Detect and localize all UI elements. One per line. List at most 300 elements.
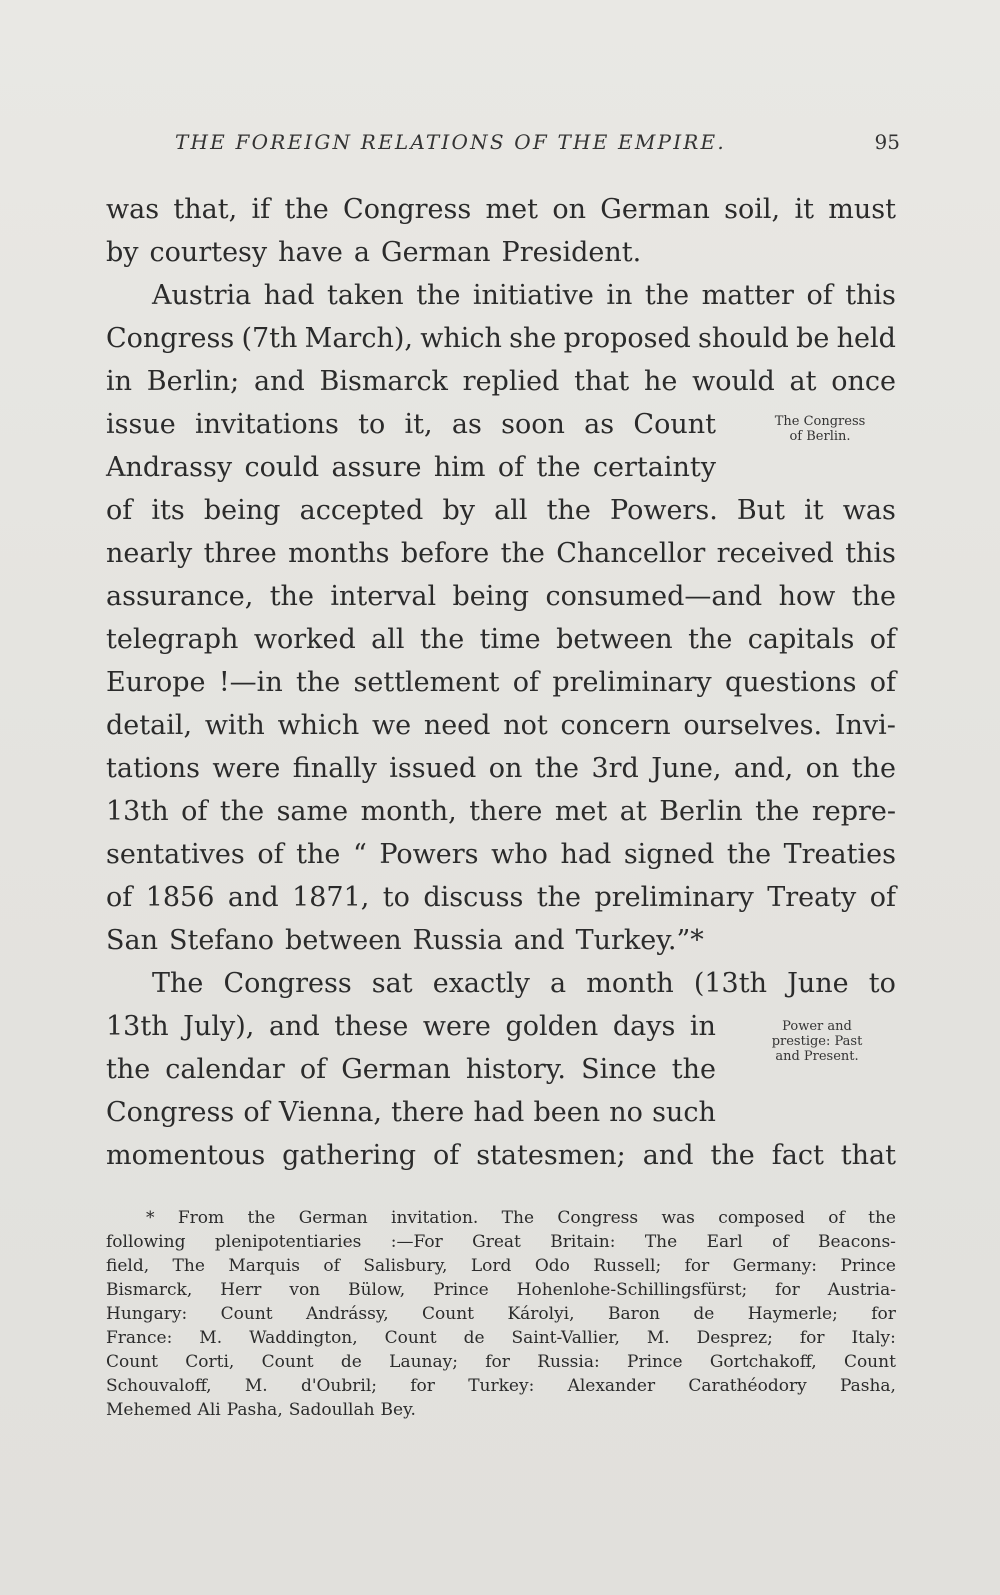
word: and (227, 882, 279, 913)
word: Powers. (610, 495, 718, 526)
text-line (106, 1005, 716, 1048)
word: had (263, 280, 315, 311)
word: and, (733, 753, 794, 784)
word: consumed—and (545, 581, 763, 612)
word: Desprez; (696, 1328, 773, 1348)
text-line (106, 188, 896, 231)
word: being (452, 581, 530, 612)
word: the (416, 280, 461, 311)
word: Gortchakoff, (709, 1352, 817, 1372)
word: at (789, 366, 817, 397)
sidenote-line: prestige: Past (771, 1034, 863, 1049)
word: President. (501, 237, 642, 268)
word: the (296, 839, 341, 870)
word: Saint-Vallier, (511, 1328, 620, 1348)
word: the (688, 624, 733, 655)
word: its (151, 495, 185, 526)
sidenote-power-and-prestige (742, 1019, 892, 1064)
word: Britain: (550, 1232, 616, 1252)
word: repre- (811, 796, 896, 827)
word: accepted (299, 495, 424, 526)
word: * (146, 1208, 155, 1228)
word: Bismarck, (106, 1280, 193, 1300)
sidenote-line: Power and (782, 1019, 852, 1034)
word: this (845, 538, 896, 569)
word: had (560, 839, 612, 870)
word: he (644, 366, 678, 397)
text-line (106, 489, 896, 532)
word: settlement (353, 667, 500, 698)
word: how (778, 581, 836, 612)
word: tations (106, 753, 200, 784)
word: Prince (627, 1352, 683, 1372)
word: preliminary (552, 667, 712, 698)
word: and (513, 925, 565, 956)
word: Congress (106, 1097, 235, 1128)
word: German (600, 194, 710, 225)
word: fact (771, 1140, 824, 1171)
word: courtesy (149, 237, 268, 268)
word: of (257, 839, 284, 870)
word: von (289, 1280, 321, 1300)
word: of (869, 882, 896, 913)
word: plenipotentiaries (214, 1232, 362, 1252)
word: that (840, 1140, 896, 1171)
word: before (400, 538, 490, 569)
word: Hohenlohe-Schillingsfürst; (516, 1280, 748, 1300)
word: him (433, 452, 486, 483)
word: June, (651, 753, 722, 784)
word: replied (462, 366, 560, 397)
word: invitations (195, 409, 339, 440)
word: soon (501, 409, 565, 440)
word: sentatives (106, 839, 245, 870)
footnote-line (106, 1326, 896, 1350)
word: Pasha, (839, 1376, 896, 1396)
word: the (296, 667, 341, 698)
word: of (869, 667, 896, 698)
word: be (796, 323, 830, 354)
word: Earl (706, 1232, 743, 1252)
word: 13th (106, 796, 169, 827)
footnote-line (106, 1398, 896, 1422)
sidenote-congress-of-berlin (755, 414, 885, 444)
word: month, (360, 796, 457, 827)
word: Congress (223, 968, 352, 999)
running-head (175, 130, 900, 160)
word: the (546, 495, 591, 526)
word: all (371, 624, 405, 655)
word: Russia: (537, 1352, 600, 1372)
word: France: (106, 1328, 173, 1348)
word: Italy: (851, 1328, 896, 1348)
word: (7th (241, 323, 298, 354)
text-line (106, 274, 896, 317)
word: on (805, 753, 840, 784)
text-line (106, 317, 896, 360)
word: signed (623, 839, 715, 870)
word: three (203, 538, 277, 569)
word: Congress (106, 323, 235, 354)
word: it (804, 495, 824, 526)
word: month (586, 968, 674, 999)
word: !—in (218, 667, 283, 698)
text-line (106, 1091, 716, 1134)
word: of (828, 1208, 845, 1228)
word: she (509, 323, 557, 354)
word: exactly (432, 968, 530, 999)
word: this (845, 280, 896, 311)
word: worked (253, 624, 356, 655)
word: sat (371, 968, 413, 999)
word: being (203, 495, 281, 526)
word: which (277, 710, 360, 741)
word: Chancellor (556, 538, 706, 569)
word: Bey. (380, 1400, 416, 1420)
word: same (276, 796, 349, 827)
word: between (285, 925, 402, 956)
word: Marquis (228, 1256, 300, 1276)
word: Corti, (185, 1352, 235, 1372)
word: calendar (165, 1054, 285, 1085)
word: de (693, 1304, 715, 1324)
word: Haymerle; (747, 1304, 838, 1324)
word: composed (718, 1208, 805, 1228)
word: who (491, 839, 548, 870)
word: as (451, 409, 482, 440)
word: if (251, 194, 271, 225)
word: Austria- (827, 1280, 896, 1300)
word: Beacons- (818, 1232, 896, 1252)
word: and (642, 1140, 694, 1171)
text-line (106, 790, 896, 833)
word: once (831, 366, 896, 397)
word: of (106, 882, 133, 913)
word: was (661, 1208, 695, 1228)
word: of (497, 452, 525, 483)
word: German (298, 1208, 368, 1228)
word: Carathéodory (688, 1376, 807, 1396)
footnote-line (106, 1350, 896, 1374)
text-line (106, 532, 896, 575)
text-line (106, 403, 716, 446)
word: for (485, 1352, 510, 1372)
word: golden (505, 1011, 599, 1042)
word: of (512, 667, 540, 698)
word: time (479, 624, 541, 655)
word: “ (352, 839, 367, 870)
word: soil, (724, 194, 781, 225)
word: de (463, 1328, 485, 1348)
word: issued (389, 753, 477, 784)
word: the (851, 581, 896, 612)
word: following (106, 1232, 186, 1252)
word: Congress (557, 1208, 639, 1228)
word: July), (183, 1011, 255, 1042)
word: assure (331, 452, 422, 483)
sidenote-line: and Present. (775, 1049, 859, 1064)
word: Treaties (783, 839, 896, 870)
word: nearly (106, 538, 193, 569)
word: in (689, 1011, 716, 1042)
word: statesmen; (476, 1140, 626, 1171)
page-number: 95 (874, 130, 900, 154)
word: on (552, 194, 586, 225)
word: these (334, 1011, 409, 1042)
word: 13th (106, 1011, 169, 1042)
word: which (420, 323, 502, 354)
word: held (836, 323, 896, 354)
word: was (842, 495, 896, 526)
word: Waddington, (249, 1328, 358, 1348)
word: of (181, 796, 208, 827)
word: matter (701, 280, 794, 311)
text-line (106, 876, 896, 919)
word: days (612, 1011, 676, 1042)
word: the (500, 538, 545, 569)
word: was (106, 194, 160, 225)
word: Berlin; (146, 366, 240, 397)
text-line (106, 962, 896, 1005)
word: The (501, 1208, 535, 1228)
word: there (391, 1097, 465, 1128)
word: for (775, 1280, 800, 1300)
word: and (253, 366, 305, 397)
word: Count (384, 1328, 437, 1348)
word: detail, (106, 710, 193, 741)
text-line (106, 747, 896, 790)
word: de (340, 1352, 362, 1372)
word: Mehemed (106, 1400, 192, 1420)
word: the (106, 1054, 151, 1085)
word: But (736, 495, 786, 526)
footnote-line (106, 1206, 896, 1230)
word: the (851, 753, 896, 784)
word: March), (304, 323, 413, 354)
word: the (868, 1208, 896, 1228)
word: of (243, 1097, 270, 1128)
word: Pasha, (226, 1400, 283, 1420)
word: interval (330, 581, 437, 612)
word: Europe (106, 667, 206, 698)
word: Ali (197, 1400, 221, 1420)
word: the (284, 194, 329, 225)
word: Turkey: (468, 1376, 535, 1396)
word: the (419, 624, 465, 655)
word: met (554, 796, 608, 827)
word: would (692, 366, 775, 397)
word: assurance, (106, 581, 254, 612)
word: Prince (840, 1256, 896, 1276)
word: questions (724, 667, 857, 698)
word: Vienna, (278, 1097, 382, 1128)
word: Salisbury, (363, 1256, 448, 1276)
word: on (488, 753, 523, 784)
word: proposed (563, 323, 691, 354)
word: in (106, 366, 133, 397)
word: Count (843, 1352, 896, 1372)
word: the (534, 753, 580, 784)
word: the (671, 1054, 716, 1085)
word: to (868, 968, 896, 999)
word: Austria (152, 280, 252, 311)
word: The (172, 1256, 205, 1276)
word: were (212, 753, 281, 784)
word: the (536, 882, 581, 913)
word: momentous (106, 1140, 266, 1171)
word: by (442, 495, 475, 526)
word: The (152, 968, 204, 999)
word: that, (173, 194, 238, 225)
word: and (268, 1011, 320, 1042)
word: in (606, 280, 633, 311)
word: 3rd (591, 753, 639, 784)
word: the (269, 581, 314, 612)
text-line (106, 575, 896, 618)
word: had (473, 1097, 525, 1128)
word: of (299, 1054, 327, 1085)
word: capitals (747, 624, 855, 655)
word: Count (422, 1304, 475, 1324)
word: June (787, 968, 849, 999)
word: certainty (592, 452, 716, 483)
footnote-line (106, 1254, 896, 1278)
word: the (219, 796, 265, 827)
word: Count (261, 1352, 314, 1372)
word: 1871, (292, 882, 370, 913)
word: Germany: (732, 1256, 818, 1276)
word: Russell; (593, 1256, 662, 1276)
word: Launay; (389, 1352, 458, 1372)
word: Lord (470, 1256, 512, 1276)
word: Bülow, (348, 1280, 406, 1300)
text-line (106, 231, 896, 274)
word: German (341, 1054, 451, 1085)
word: Bismarck (319, 366, 448, 397)
word: of (806, 280, 833, 311)
word: Since (581, 1054, 657, 1085)
word: to (358, 409, 386, 440)
word: of (323, 1256, 340, 1276)
word: history. (465, 1054, 566, 1085)
word: as (584, 409, 615, 440)
word: German (381, 237, 491, 268)
word: Alexander (567, 1376, 656, 1396)
word: could (244, 452, 320, 483)
word: for (410, 1376, 435, 1396)
word: concern (560, 710, 671, 741)
word: for (684, 1256, 710, 1276)
word: not (503, 710, 548, 741)
word: M. (646, 1328, 670, 1348)
text-line (106, 1134, 896, 1177)
word: the (644, 280, 690, 311)
word: Sadoullah (288, 1400, 375, 1420)
word: M. (244, 1376, 268, 1396)
word: need (423, 710, 491, 741)
word: have (278, 237, 343, 268)
word: preliminary (594, 882, 754, 913)
word: (13th (693, 968, 767, 999)
word: been (533, 1097, 601, 1128)
footnote-line (106, 1374, 896, 1398)
word: of (772, 1232, 789, 1252)
word: The (644, 1232, 678, 1252)
word: From (177, 1208, 225, 1228)
word: for (799, 1328, 825, 1348)
word: should (698, 323, 789, 354)
footnote-line (106, 1302, 896, 1326)
word: the (755, 796, 800, 827)
text-line (106, 618, 896, 661)
footnote (106, 1206, 896, 1422)
word: Berlin (659, 796, 743, 827)
word: of (432, 1140, 460, 1171)
word: Turkey.”* (575, 925, 704, 956)
word: the (247, 1208, 276, 1228)
word: that (574, 366, 630, 397)
word: were (422, 1011, 491, 1042)
word: Great (472, 1232, 521, 1252)
word: San (106, 925, 158, 956)
word: Count (106, 1352, 158, 1372)
word: M. (199, 1328, 223, 1348)
word: gathering (282, 1140, 416, 1171)
text-line (106, 446, 716, 489)
word: for (871, 1304, 896, 1324)
word: the (536, 452, 581, 483)
word: Odo (534, 1256, 570, 1276)
word: to (382, 882, 410, 913)
word: with (204, 710, 265, 741)
word: it, (404, 409, 433, 440)
footnote-line (106, 1278, 896, 1302)
text-line (106, 1048, 716, 1091)
word: a (353, 237, 370, 268)
word: finally (292, 753, 377, 784)
word: Prince (433, 1280, 489, 1300)
word: issue (106, 409, 176, 440)
word: we (371, 710, 412, 741)
word: received (716, 538, 834, 569)
word: field, (106, 1256, 150, 1276)
text-line (106, 833, 896, 876)
word: Andrassy (106, 452, 233, 483)
text-line (106, 360, 896, 403)
word: initiative (472, 280, 594, 311)
text-line (106, 704, 896, 747)
word: such (652, 1097, 716, 1128)
text-line (106, 661, 896, 704)
word: Herr (220, 1280, 262, 1300)
word: telegraph (106, 624, 239, 655)
word: by (106, 237, 139, 268)
word: Invi- (834, 710, 896, 741)
word: the (710, 1140, 755, 1171)
word: Count (633, 409, 716, 440)
footnote-line (106, 1230, 896, 1254)
word: it (794, 194, 814, 225)
word: Count (220, 1304, 273, 1324)
word: Powers (379, 839, 479, 870)
word: Schouvaloff, (106, 1376, 212, 1396)
word: of (869, 624, 896, 655)
running-title: THE FOREIGN RELATIONS OF THE EMPIRE. (175, 130, 726, 154)
text-line (106, 919, 896, 962)
word: d'Oubril; (300, 1376, 377, 1396)
word: of (106, 495, 133, 526)
word: discuss (423, 882, 524, 913)
